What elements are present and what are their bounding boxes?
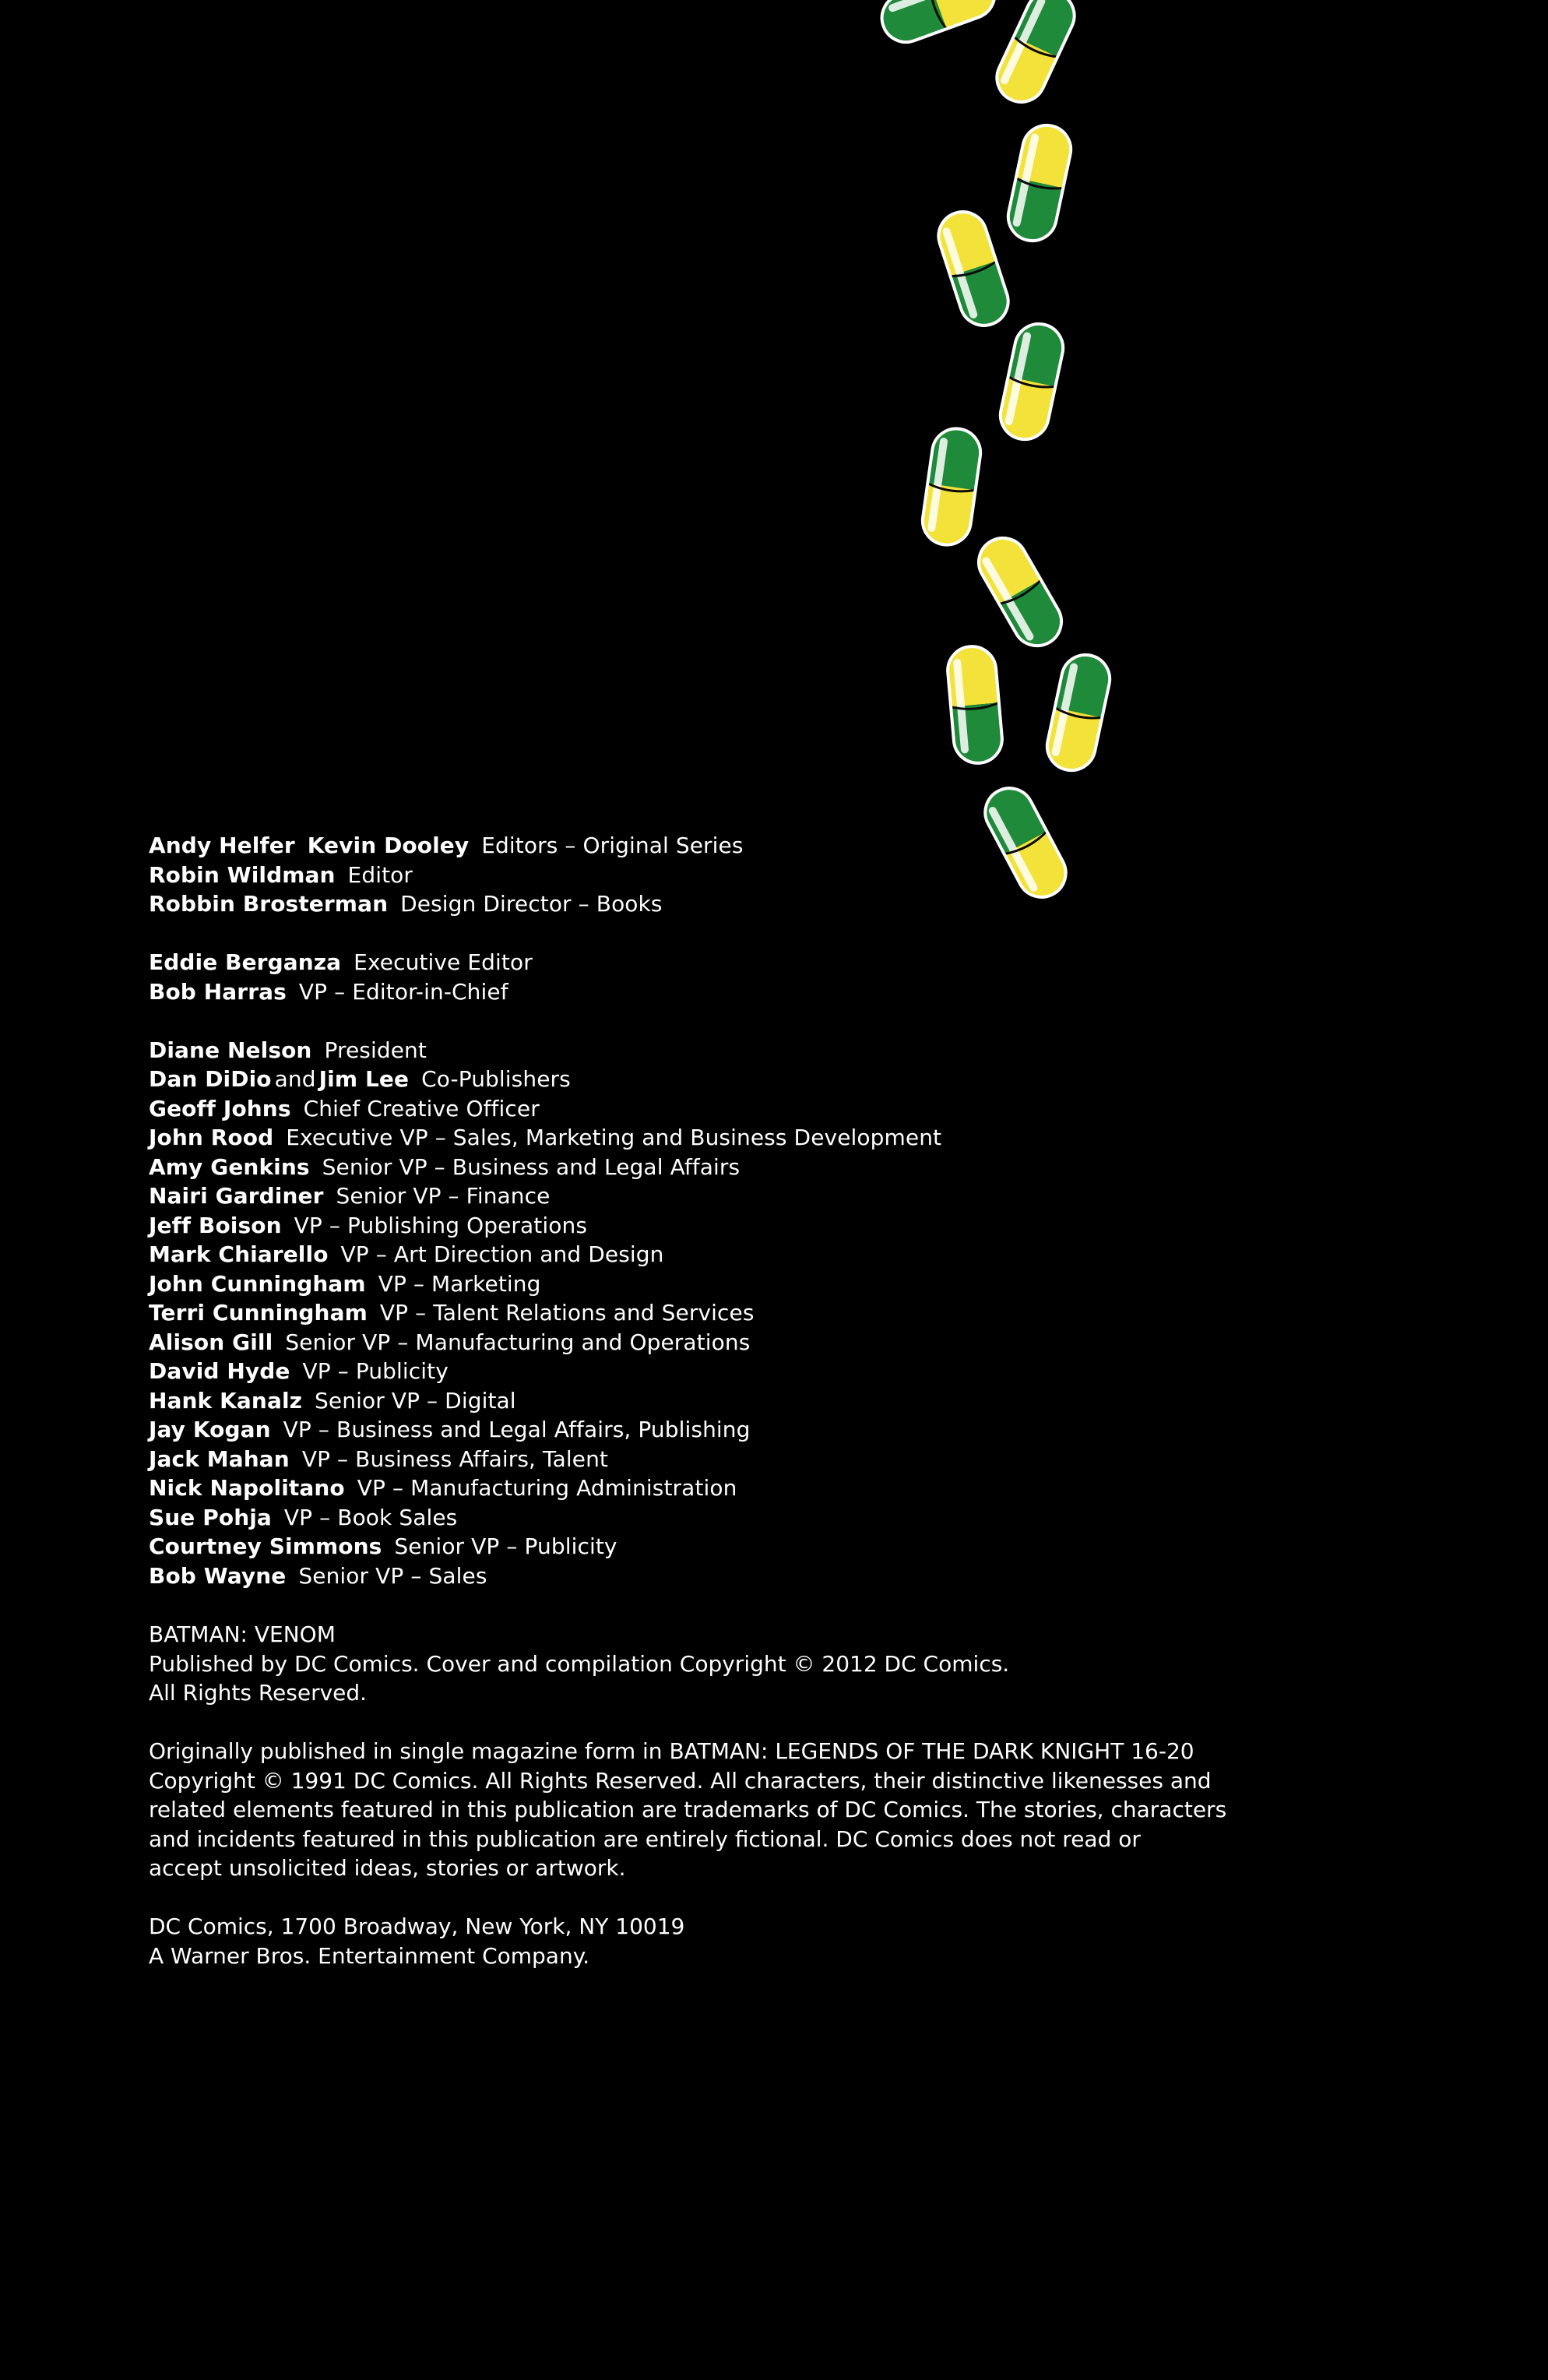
credit-role: Editors – Original Series bbox=[481, 833, 744, 858]
credit-line bbox=[149, 1561, 1239, 1591]
falling-pills-illustration bbox=[0, 0, 1548, 935]
credit-name: Terri Cunningham bbox=[149, 1300, 368, 1326]
credit-line bbox=[149, 1036, 1239, 1065]
credit-name: Diane Nelson bbox=[149, 1037, 312, 1063]
credit-role: Co-Publishers bbox=[421, 1066, 571, 1092]
credit-line bbox=[149, 1532, 1239, 1561]
credit-role: VP – Art Direction and Design bbox=[340, 1241, 664, 1267]
credits-spacer bbox=[149, 1006, 1239, 1036]
legal-paragraph bbox=[149, 1737, 1227, 1883]
credit-line bbox=[149, 1153, 1239, 1182]
credit-line bbox=[149, 1123, 1239, 1153]
capsule-pill-icon bbox=[946, 645, 1004, 766]
credit-name: Bob Wayne bbox=[149, 1562, 287, 1589]
legal-paragraph bbox=[149, 1620, 1200, 1708]
credit-line bbox=[149, 861, 1239, 890]
legal-line: and incidents featured in this publication are entirely fictional. DC Comics does not read or bbox=[149, 1825, 1141, 1852]
credit-name: Mark Chiarello bbox=[149, 1241, 329, 1267]
credit-name: Jay Kogan bbox=[149, 1417, 271, 1442]
credit-line bbox=[149, 948, 1239, 977]
credit-line bbox=[149, 1240, 1239, 1269]
credit-name: Hank Kanalz bbox=[149, 1387, 303, 1414]
staff-credits bbox=[149, 831, 1239, 1590]
capsule-pill-icon bbox=[996, 319, 1068, 444]
legal-line: Originally published in single magazine form in BATMAN: LEGENDS OF THE DARK KNIGHT 16-20 bbox=[149, 1738, 1194, 1764]
credit-name: Courtney Simmons bbox=[149, 1533, 382, 1559]
credit-name: John Rood bbox=[149, 1125, 274, 1150]
credit-line bbox=[149, 1298, 1239, 1328]
credit-name: Robin Wildman bbox=[149, 861, 336, 888]
credit-line bbox=[149, 1328, 1239, 1357]
credit-role: Senior VP – Sales bbox=[298, 1562, 487, 1589]
capsule-pill-icon bbox=[1043, 650, 1114, 775]
legal-line: accept unsolicited ideas, stories or artwork. bbox=[149, 1855, 626, 1881]
credit-role: VP – Publishing Operations bbox=[294, 1212, 588, 1238]
credit-name: Amy Genkins bbox=[149, 1153, 310, 1180]
credit-line bbox=[149, 1503, 1239, 1533]
legal-line: Copyright © 1991 DC Comics. All Rights Reserved. All characters, their distinctive likenesses and bbox=[149, 1767, 1212, 1794]
credit-role: VP – Talent Relations and Services bbox=[379, 1300, 755, 1326]
credit-line bbox=[149, 1357, 1239, 1386]
credit-name: Andy Helfer bbox=[149, 833, 295, 858]
credit-line bbox=[149, 977, 1239, 1007]
capsule-pill-icon bbox=[970, 530, 1071, 655]
credit-role: VP – Publicity bbox=[302, 1358, 449, 1384]
credit-name: Sue Pohja bbox=[149, 1504, 272, 1530]
credit-role: Executive Editor bbox=[354, 949, 533, 975]
legal-line: BATMAN: VENOM bbox=[149, 1621, 336, 1647]
credit-line bbox=[149, 1386, 1239, 1416]
credit-name: Eddie Berganza bbox=[149, 949, 342, 975]
credit-name: Nairi Gardiner bbox=[149, 1183, 324, 1209]
credit-line bbox=[149, 831, 1239, 861]
legal-line: All Rights Reserved. bbox=[149, 1680, 368, 1706]
credit-role: Senior VP – Business and Legal Affairs bbox=[322, 1153, 741, 1180]
credit-name: Alison Gill bbox=[149, 1329, 273, 1355]
legal-paragraph bbox=[149, 1912, 1200, 1970]
credit-joiner: and bbox=[274, 1066, 316, 1092]
credits-spacer bbox=[149, 919, 1239, 949]
credit-role: Chief Creative Officer bbox=[303, 1095, 540, 1121]
credit-line bbox=[149, 1181, 1239, 1211]
credit-role: Editor bbox=[347, 861, 413, 888]
credit-role: VP – Editor-in-Chief bbox=[298, 978, 508, 1005]
credit-name: David Hyde bbox=[149, 1358, 290, 1384]
credit-name: Nick Napolitano bbox=[149, 1475, 345, 1501]
credit-name: John Cunningham bbox=[149, 1270, 366, 1297]
credit-line bbox=[149, 1065, 1239, 1094]
credit-role: VP – Business Affairs, Talent bbox=[301, 1445, 608, 1472]
credit-role: Senior VP – Finance bbox=[336, 1183, 551, 1209]
credit-line bbox=[149, 889, 1239, 919]
credit-line bbox=[149, 1445, 1239, 1474]
credit-role: Senior VP – Digital bbox=[315, 1387, 516, 1414]
credit-name: Jim Lee bbox=[318, 1066, 410, 1092]
credit-name: Jeff Boison bbox=[149, 1212, 282, 1238]
capsule-pill-icon bbox=[989, 0, 1082, 110]
credit-role: Design Director – Books bbox=[400, 891, 663, 917]
credit-role: Executive VP – Sales, Marketing and Business Development bbox=[286, 1125, 942, 1150]
legal-notice bbox=[149, 1620, 1227, 2000]
credit-role: VP – Book Sales bbox=[283, 1504, 458, 1530]
credit-line bbox=[149, 1269, 1239, 1299]
credit-name: Bob Harras bbox=[149, 978, 287, 1005]
credit-name: Geoff Johns bbox=[149, 1095, 291, 1121]
credit-role: Senior VP – Manufacturing and Operations bbox=[285, 1329, 751, 1355]
credit-role: VP – Business and Legal Affairs, Publishing bbox=[283, 1417, 751, 1442]
credit-role: VP – Manufacturing Administration bbox=[357, 1475, 737, 1501]
credit-name: Robbin Brosterman bbox=[149, 891, 389, 917]
credit-role: President bbox=[324, 1037, 427, 1063]
credit-role: Senior VP – Publicity bbox=[394, 1533, 617, 1559]
credit-line bbox=[149, 1211, 1239, 1241]
capsule-pill-icon bbox=[932, 206, 1014, 332]
credit-role: VP – Marketing bbox=[378, 1270, 541, 1297]
legal-line: related elements featured in this publication are trademarks of DC Comics. The stories, characters bbox=[149, 1797, 1227, 1822]
legal-line: Published by DC Comics. Cover and compilation Copyright © 2012 DC Comics. bbox=[149, 1650, 1010, 1677]
capsule-pill-icon bbox=[875, 0, 1001, 49]
credit-line bbox=[149, 1473, 1239, 1503]
credit-name: Kevin Dooley bbox=[307, 833, 470, 858]
credit-line bbox=[149, 1415, 1239, 1445]
legal-line: A Warner Bros. Entertainment Company. bbox=[149, 1942, 590, 1969]
credit-name: Jack Mahan bbox=[149, 1445, 290, 1472]
capsule-pill-icon bbox=[920, 425, 983, 547]
capsule-pill-icon bbox=[1004, 121, 1075, 245]
credit-name: Dan DiDio bbox=[149, 1066, 272, 1092]
credit-line bbox=[149, 1094, 1239, 1124]
legal-line: DC Comics, 1700 Broadway, New York, NY 10019 bbox=[149, 1914, 685, 1939]
